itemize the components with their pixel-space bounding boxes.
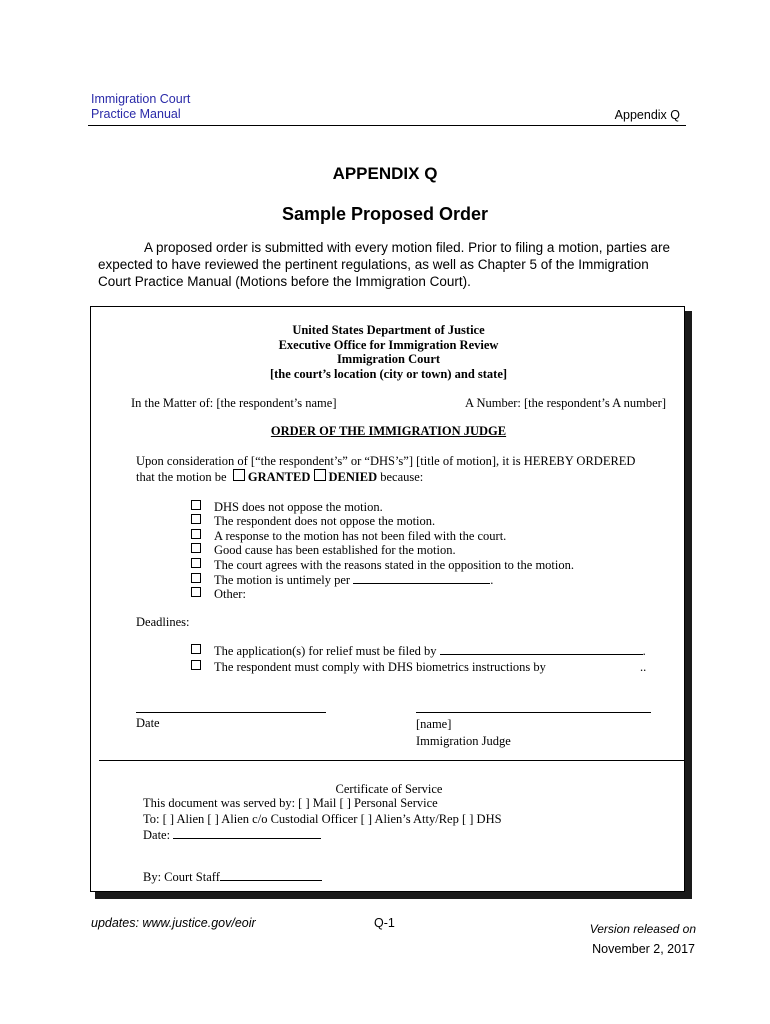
court-staff-blank[interactable] xyxy=(220,869,322,881)
denied-checkbox[interactable] xyxy=(314,469,326,481)
deadline-item xyxy=(191,660,661,676)
service-date-blank[interactable] xyxy=(173,827,321,839)
certificate-divider xyxy=(99,760,684,761)
proposed-order-form xyxy=(90,306,685,892)
order-statement xyxy=(136,453,635,485)
served-to-line: To: [ ] Alien [ ] Alien c/o Custodial Officer [ ] Alien’s Atty/Rep [ ] DHS xyxy=(143,811,502,826)
reason-checkbox[interactable] xyxy=(191,587,201,597)
reason-item xyxy=(191,572,574,587)
biometrics-date-blank[interactable]: .. xyxy=(640,659,647,674)
reason-text: The respondent does not oppose the motion. xyxy=(214,514,436,529)
period: . xyxy=(490,573,494,588)
intro-paragraph xyxy=(98,239,678,290)
agency-line-1: United States Department of Justice xyxy=(292,323,485,337)
version-label: Version released on xyxy=(589,922,696,936)
judge-block xyxy=(416,716,511,750)
version-date: November 2, 2017 xyxy=(592,942,695,956)
court-staff-line xyxy=(143,869,322,885)
reason-item xyxy=(191,558,574,572)
reason-text: DHS does not oppose the motion. xyxy=(214,500,383,514)
deadline-text: The respondent must comply with DHS biometrics instructions by xyxy=(214,659,546,674)
reason-item xyxy=(191,587,574,601)
reason-text: The motion is untimely per xyxy=(214,573,351,588)
certificate-of-service xyxy=(143,796,502,844)
reason-text: Other: xyxy=(214,587,246,602)
served-by-line: This document was served by: [ ] Mail [ ] Personal Service xyxy=(143,796,438,810)
service-date-line xyxy=(143,827,502,844)
deadline-checkbox[interactable] xyxy=(191,644,201,654)
running-header-left xyxy=(91,92,190,122)
date-signature-line[interactable] xyxy=(136,712,326,713)
because-label: because: xyxy=(380,470,424,484)
page-number: Q-1 xyxy=(374,916,395,930)
manual-title-line1: Immigration Court xyxy=(91,92,191,106)
date-label: Date xyxy=(136,716,160,730)
reason-text: The court agrees with the reasons stated in the opposition to the motion. xyxy=(214,557,574,572)
order-title: ORDER OF THE IMMIGRATION JUDGE xyxy=(270,424,507,438)
agency-line-2: Executive Office for Immigration Review xyxy=(278,337,499,352)
court-staff-label: By: Court Staff xyxy=(143,870,220,884)
reason-checkbox[interactable] xyxy=(191,514,201,524)
reasons-list xyxy=(191,500,574,602)
agency-heading xyxy=(91,323,686,381)
matter-of-field: In the Matter of: [the respondent’s name] xyxy=(131,396,337,410)
untimely-blank[interactable] xyxy=(353,572,490,584)
reason-text: Good cause has been established for the motion. xyxy=(214,543,456,558)
judge-name: [name] xyxy=(416,717,452,731)
running-header-right: Appendix Q xyxy=(614,108,680,122)
judge-signature-line[interactable] xyxy=(416,712,651,713)
reason-checkbox[interactable] xyxy=(191,529,201,539)
granted-label: GRANTED xyxy=(247,470,311,484)
deadline-checkbox[interactable] xyxy=(191,660,201,670)
granted-checkbox[interactable] xyxy=(233,469,245,481)
agency-line-4: [the court’s location (city or town) and state] xyxy=(269,366,508,381)
filing-date-blank[interactable] xyxy=(440,643,643,655)
appendix-subtitle: Sample Proposed Order xyxy=(281,204,489,224)
reason-item xyxy=(191,529,574,543)
deadline-list xyxy=(191,643,661,675)
reason-item xyxy=(191,500,574,514)
reason-checkbox[interactable] xyxy=(191,573,201,583)
order-statement-line1: Upon consideration of [“the respondent’s” or “DHS’s”] [title of motion], it is HEREBY ORDERED xyxy=(136,454,636,468)
deadlines-label: Deadlines: xyxy=(136,615,190,629)
reason-item xyxy=(191,514,574,528)
reason-text: A response to the motion has not been filed with the court. xyxy=(214,528,507,543)
reason-item xyxy=(191,543,574,557)
judge-title: Immigration Judge xyxy=(416,734,511,748)
reason-checkbox[interactable] xyxy=(191,558,201,568)
deadline-text: The application(s) for relief must be filed by xyxy=(214,644,437,658)
certificate-title: Certificate of Service xyxy=(335,782,443,796)
footer-updates-link[interactable]: updates: www.justice.gov/eoir xyxy=(91,916,256,930)
service-date-label: Date: xyxy=(143,828,171,842)
manual-title-line2: Practice Manual xyxy=(91,107,181,121)
intro-text: A proposed order is submitted with every motion filed. Prior to filing a motion, parties are expected to have reviewed the pertinent regulations, as well as Chapter 5 of the Immigration Court Practice Manual (Motions before the Immigration Court). xyxy=(98,240,670,289)
order-prefix: that the motion be xyxy=(136,470,227,484)
header-rule xyxy=(88,125,686,126)
denied-label: DENIED xyxy=(328,470,378,484)
deadline-item xyxy=(191,643,661,660)
a-number-field: A Number: [the respondent’s A number] xyxy=(464,396,666,410)
agency-line-3: Immigration Court xyxy=(336,352,441,366)
period: . xyxy=(642,644,646,658)
reason-checkbox[interactable] xyxy=(191,500,201,510)
reason-checkbox[interactable] xyxy=(191,543,201,553)
order-statement-line2 xyxy=(136,469,635,485)
appendix-title: APPENDIX Q xyxy=(332,164,438,183)
